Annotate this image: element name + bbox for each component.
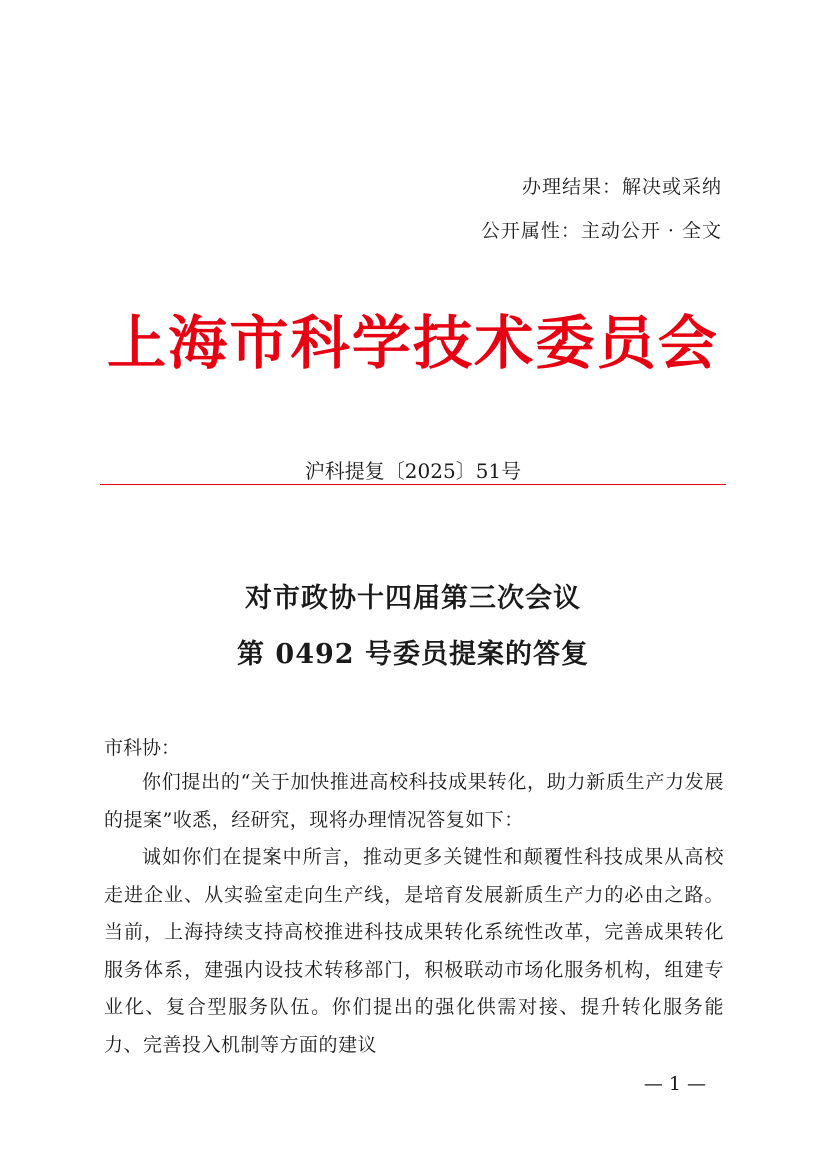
- page-number: — 1 —: [643, 1073, 706, 1095]
- addressee: 市科协：: [104, 737, 181, 759]
- body-paragraph-1: 你们提出的“关于加快推进高校科技成果转化，助力新质生产力发展的提案”收悉，经研究，现将办理情况答复如下：: [104, 771, 724, 831]
- document-number: 沪科提复〔2025〕51号: [304, 459, 522, 483]
- organization-letterhead: 上海市科学技术委员会: [106, 309, 720, 377]
- body-paragraph-2: 诚如你们在提案中所言，推动更多关键性和颠覆性科技成果从高校走进企业、从实验室走向生产线，是培育发展新质生产力的必由之路。当前，上海持续支持高校推进科技成果转化系统性改革，完善成果转化服务体系，建强内设技术转移部门，积极联动市场化服务机构，组建专业化、复合型服务队伍。你们提出的强化供需对接、提升转化服务能力、完善投入机制等方面的建议: [104, 846, 724, 1056]
- handling-result-label: 办理结果：解决或采纳: [521, 176, 722, 198]
- reply-title-line-2: 第 0492 号委员提案的答复: [237, 639, 589, 670]
- disclosure-attribute-label: 公开属性：主动公开 · 全文: [480, 220, 722, 242]
- letterhead-divider: [100, 484, 726, 485]
- reply-title-line-1: 对市政协十四届第三次会议: [245, 583, 581, 614]
